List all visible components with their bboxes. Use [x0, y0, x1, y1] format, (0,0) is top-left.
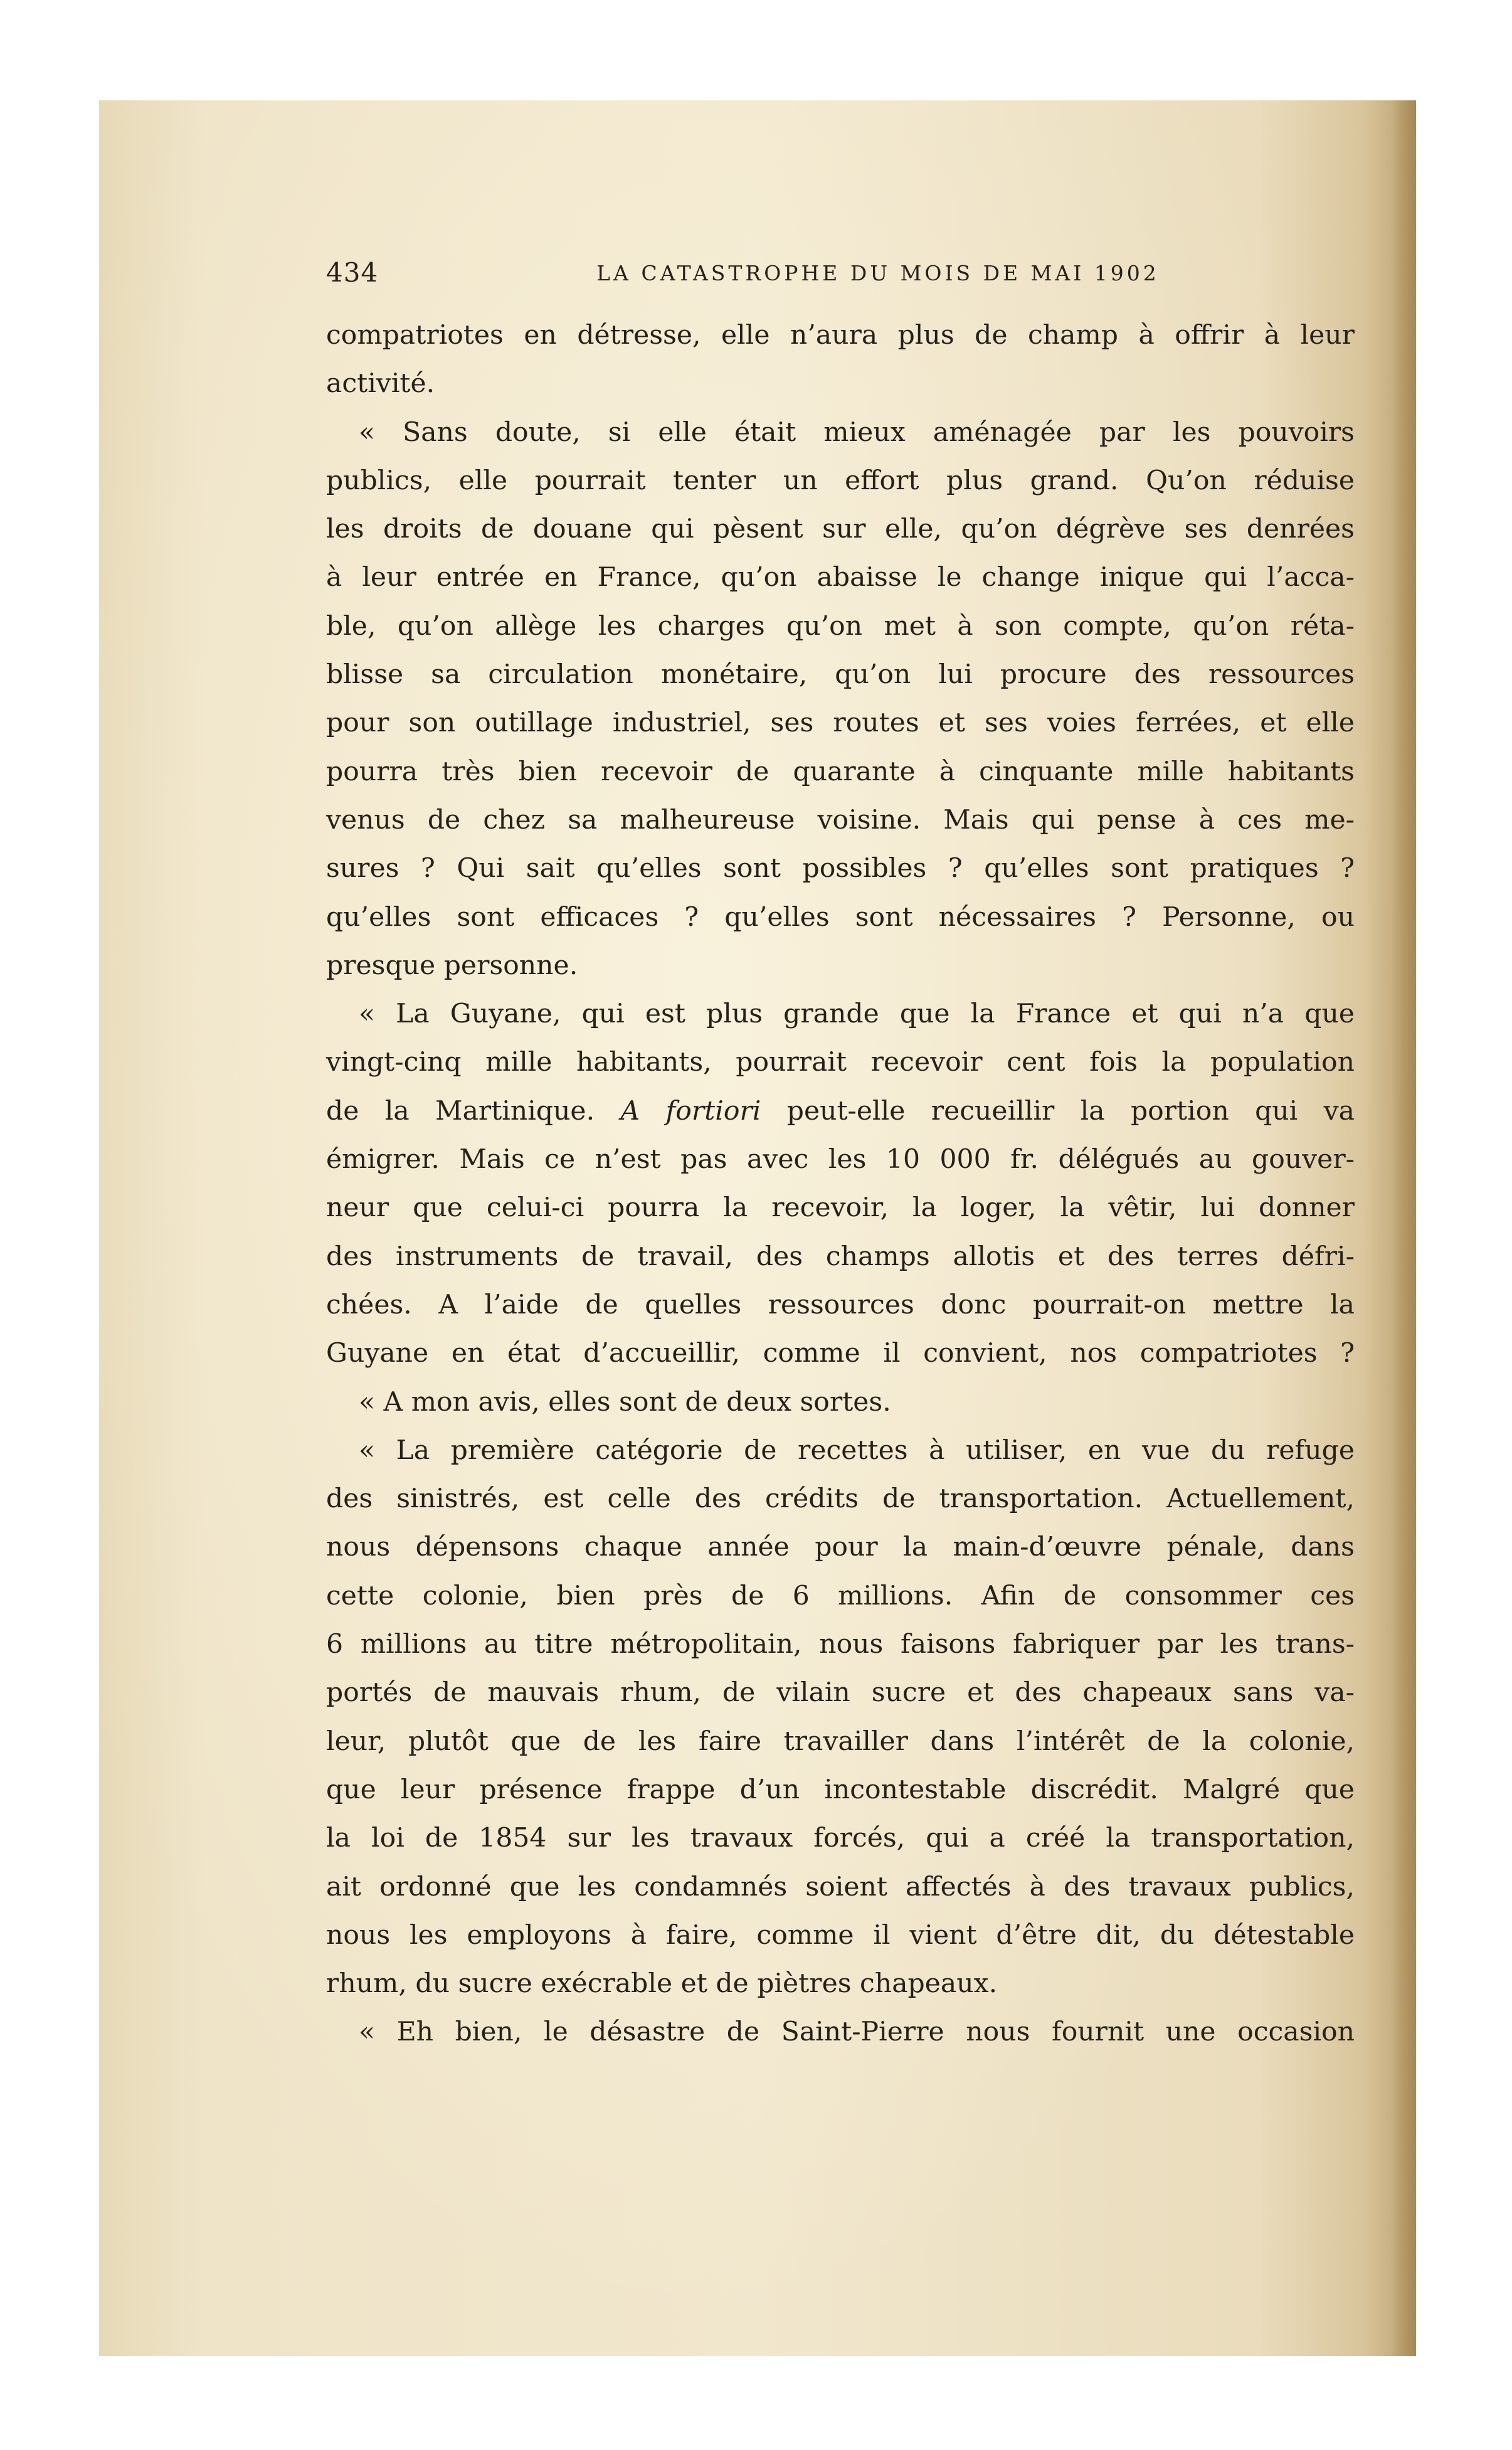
text-line: activité.	[326, 368, 435, 400]
text-line: ble, qu’on allège les charges qu’on met à son compte, qu’on réta-	[326, 610, 1355, 642]
running-title: LA CATASTROPHE DU MOIS DE MAI 1902	[596, 261, 1160, 285]
text-line: « A mon avis, elles sont de deux sortes.	[359, 1386, 891, 1418]
text-run: peut-elle recueillir la portion qui va	[761, 1095, 1355, 1127]
text-line: nous dépensons chaque année pour la main-d’œuvre pénale, dans	[326, 1532, 1355, 1563]
text-line: 6 millions au titre métropolitain, nous faisons fabriquer par les trans-	[326, 1629, 1355, 1660]
text-line: neur que celui-ci pourra la recevoir, la loger, la vêtir, lui donner	[326, 1192, 1355, 1224]
text-line	[326, 1087, 1355, 1135]
text-line: émigrer. Mais ce n’est pas avec les 10 000 fr. délégués au gouver-	[326, 1144, 1355, 1175]
text-line: nous les employons à faire, comme il vient d’être dit, du détestable	[326, 1919, 1355, 1951]
text-line: chées. A l’aide de quelles ressources donc pourrait-on mettre la	[326, 1289, 1355, 1320]
text-line: portés de mauvais rhum, de vilain sucre et des chapeaux sans va-	[326, 1677, 1355, 1709]
text-line: presque personne.	[326, 950, 578, 981]
text-line: que leur présence frappe d’un incontestable discrédit. Malgré que	[326, 1774, 1355, 1805]
text-line: vingt-cinq mille habitants, pourrait recevoir cent fois la population	[326, 1047, 1355, 1078]
text-line: pour son outillage industriel, ses routes et ses voies ferrées, et elle	[326, 708, 1355, 739]
text-line: des sinistrés, est celle des crédits de transportation. Actuellement,	[326, 1483, 1355, 1515]
italic-text-run: A fortiori	[620, 1095, 761, 1127]
text-block	[326, 257, 1355, 2057]
page-number: 434	[326, 257, 379, 288]
text-line: leur, plutôt que de les faire travailler dans l’intérêt de la colonie,	[326, 1726, 1355, 1757]
text-line: sures ? Qui sait qu’elles sont possibles ? qu’elles sont pratiques ?	[326, 853, 1355, 884]
text-line: ait ordonné que les condamnés soient affectés à des travaux publics,	[326, 1871, 1355, 1902]
text-line: rhum, du sucre exécrable et de piètres chapeaux.	[326, 1968, 998, 2000]
body-text	[326, 311, 1355, 2057]
book-page	[99, 100, 1416, 2356]
text-line: pourra très bien recevoir de quarante à cinquante mille habitants	[326, 756, 1355, 787]
text-line: « La Guyane, qui est plus grande que la France et qui n’a que	[359, 999, 1355, 1030]
text-run: de la Martinique.	[326, 1095, 621, 1127]
text-line: « Sans doute, si elle était mieux aménagée par les pouvoirs	[359, 416, 1355, 448]
text-line: la loi de 1854 sur les travaux forcés, qui a créé la transportation,	[326, 1823, 1355, 1854]
text-line: venus de chez sa malheureuse voisine. Mais qui pense à ces me-	[326, 804, 1355, 835]
text-line: des instruments de travail, des champs allotis et des terres défri-	[326, 1241, 1355, 1272]
text-line: publics, elle pourrait tenter un effort plus grand. Qu’on réduise	[326, 465, 1355, 496]
running-head	[326, 257, 1355, 295]
text-line: « Eh bien, le désastre de Saint-Pierre nous fournit une occasion	[359, 2017, 1355, 2048]
text-line: compatriotes en détresse, elle n’aura plus de champ à offrir à leur	[326, 320, 1355, 351]
text-line: qu’elles sont efficaces ? qu’elles sont nécessaires ? Personne, ou	[326, 901, 1355, 933]
text-line: à leur entrée en France, qu’on abaisse le change inique qui l’acca-	[326, 562, 1355, 593]
text-line: Guyane en état d’accueillir, comme il convient, nos compatriotes ?	[326, 1338, 1355, 1369]
text-line: blisse sa circulation monétaire, qu’on lui procure des ressources	[326, 659, 1355, 691]
text-line: les droits de douane qui pèsent sur elle, qu’on dégrève ses denrées	[326, 514, 1355, 545]
text-line: cette colonie, bien près de 6 millions. Afin de consommer ces	[326, 1580, 1355, 1611]
text-line: « La première catégorie de recettes à utiliser, en vue du refuge	[359, 1434, 1355, 1466]
